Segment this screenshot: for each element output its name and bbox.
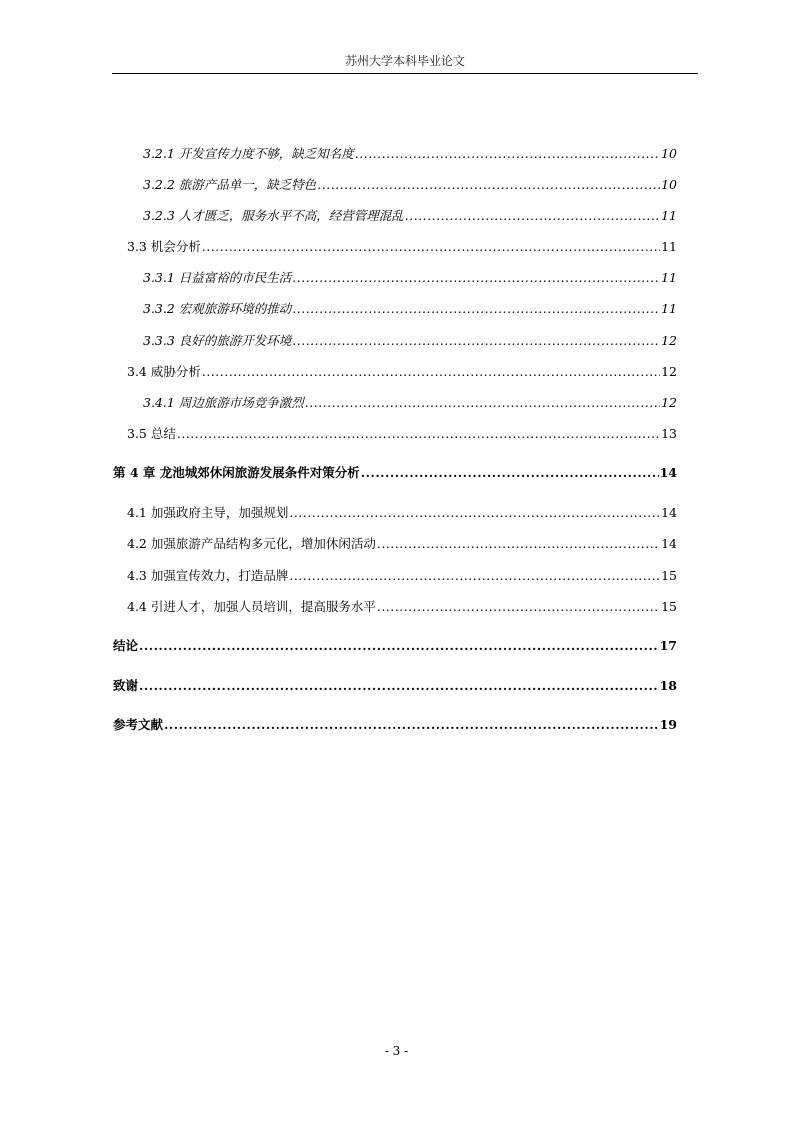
leader-dots <box>377 536 660 551</box>
toc-entry-4-2[interactable]: 4.2 加强旅游产品结构多元化，增加休闲活动 ..... 14 <box>127 534 677 552</box>
toc-entry-3-5[interactable]: 3.5 总结 ..... 13 <box>127 424 677 442</box>
toc-entry-3-3-1[interactable]: 3.3.1 日益富裕的市民生活 ..... 11 <box>143 268 677 286</box>
page-header-title: 苏州大学本科毕业论文 <box>344 54 465 68</box>
toc-entry-acknowledgements[interactable]: 致谢 ..... 18 <box>113 676 677 694</box>
leader-dots <box>164 717 659 732</box>
toc-entry-3-3[interactable]: 3.3 机会分析 ..... 11 <box>127 237 677 255</box>
toc-entry-4-3[interactable]: 4.3 加强宣传效力，打造品牌 ..... 15 <box>127 566 677 584</box>
leader-dots <box>139 678 659 693</box>
toc-entry-4-4[interactable]: 4.4 引进人才，加强人员培训，提高服务水平 ..... 15 <box>127 597 677 615</box>
leader-dots <box>289 568 660 583</box>
toc-entry-3-2-2[interactable]: 3.2.2 旅游产品单一，缺乏特色 ..... 10 <box>143 175 677 193</box>
leader-dots <box>292 270 660 285</box>
leader-dots <box>405 208 660 223</box>
leader-dots <box>377 599 660 614</box>
toc-entry-references[interactable]: 参考文献 ..... 19 <box>113 715 677 733</box>
leader-dots <box>305 395 660 410</box>
toc-entry-conclusion[interactable]: 结论 ..... 17 <box>113 636 677 654</box>
leader-dots <box>292 301 660 316</box>
leader-dots <box>202 364 660 379</box>
leader-dots <box>177 426 660 441</box>
leader-dots <box>289 505 660 520</box>
toc-entry-chapter-4[interactable]: 第 4 章 龙池城郊休闲旅游发展条件对策分析 ..... 14 <box>113 463 677 481</box>
leader-dots <box>139 638 659 653</box>
leader-dots <box>292 333 660 348</box>
toc-entry-3-2-3[interactable]: 3.2.3 人才匮乏，服务水平不高，经营管理混乱 ..... 11 <box>143 206 677 224</box>
toc-entry-3-3-2[interactable]: 3.3.2 宏观旅游环境的推动 ..... 11 <box>143 299 677 317</box>
toc-entry-3-2-1[interactable]: 3.2.1 开发宣传力度不够，缺乏知名度 ..... 10 <box>143 144 677 162</box>
toc-entry-4-1[interactable]: 4.1 加强政府主导，加强规划 ..... 14 <box>127 503 677 521</box>
leader-dots <box>355 146 660 161</box>
toc-entry-3-4-1[interactable]: 3.4.1 周边旅游市场竞争激烈 ..... 12 <box>143 393 677 411</box>
leader-dots <box>361 465 659 480</box>
leader-dots <box>202 239 660 254</box>
page-number: - 3 - <box>384 1044 409 1058</box>
toc-entry-3-4[interactable]: 3.4 威胁分析 ..... 12 <box>127 362 677 380</box>
leader-dots <box>317 177 660 192</box>
toc-entry-3-3-3[interactable]: 3.3.3 良好的旅游开发环境 ..... 12 <box>143 331 677 349</box>
